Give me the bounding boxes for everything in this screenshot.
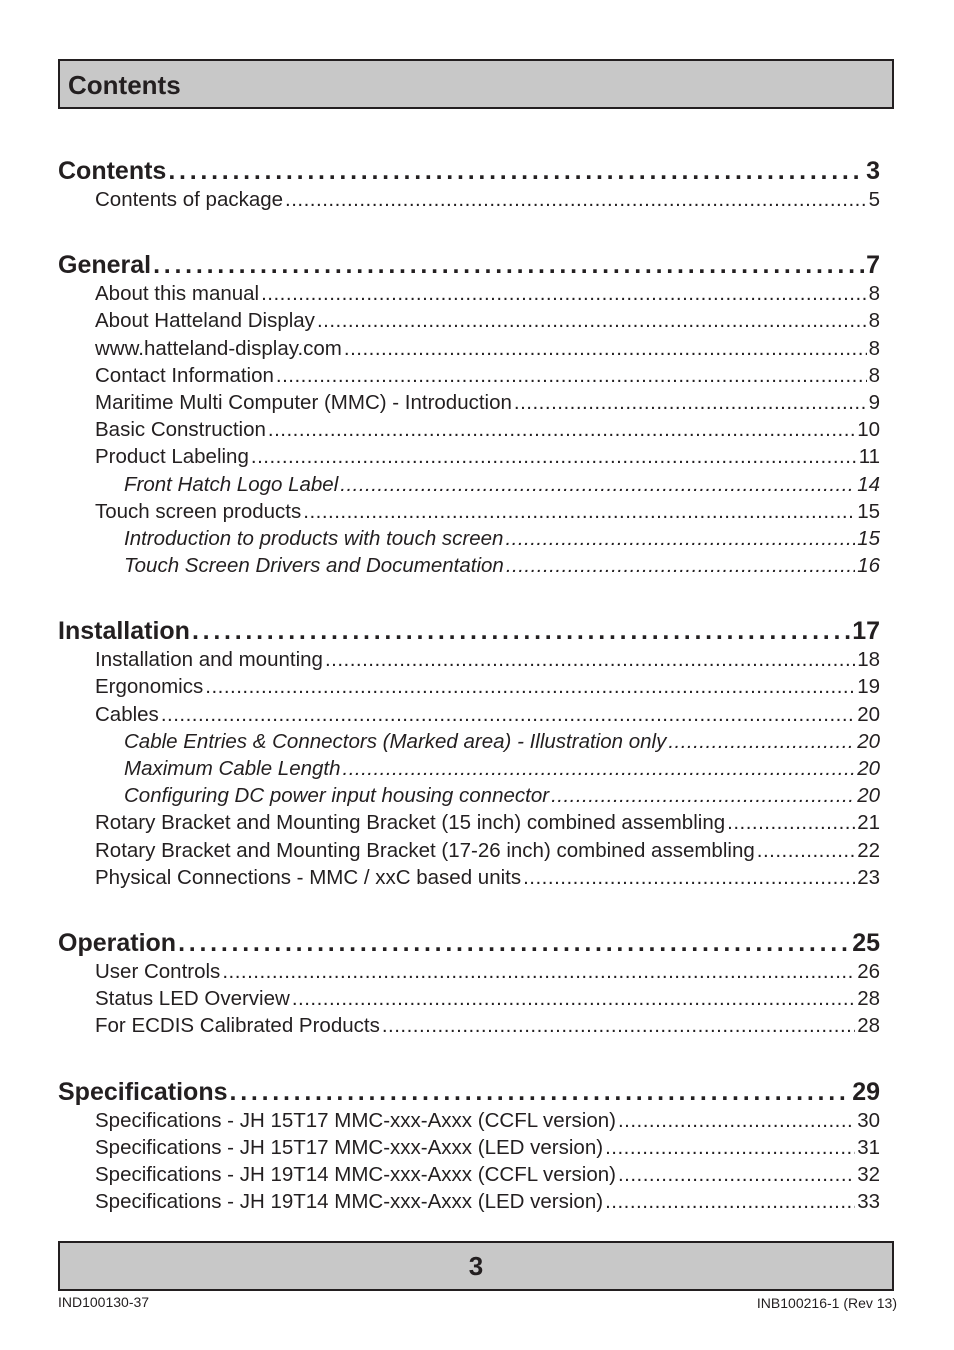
dot-leader bbox=[276, 362, 867, 389]
toc-page-number: 26 bbox=[857, 959, 880, 983]
toc-entry-label: Ergonomics bbox=[95, 675, 204, 699]
toc-section-entry[interactable] bbox=[58, 1107, 880, 1134]
toc-section bbox=[58, 156, 880, 213]
dot-leader bbox=[340, 471, 855, 498]
toc-entry-label: About this manual bbox=[95, 282, 260, 306]
toc-page-number: 9 bbox=[868, 390, 880, 414]
toc-section bbox=[58, 1077, 880, 1216]
toc-page-number: 15 bbox=[857, 499, 880, 523]
toc-chapter-heading[interactable] bbox=[58, 616, 880, 646]
toc-section-entry[interactable] bbox=[58, 809, 880, 836]
toc-page-number: 30 bbox=[857, 1108, 880, 1132]
toc-page-number: 20 bbox=[857, 702, 880, 726]
dot-leader bbox=[505, 525, 855, 552]
toc-section-entry[interactable] bbox=[58, 1012, 880, 1039]
toc-entry-label: Specifications - JH 19T14 MMC-xxx-Axxx (LED version) bbox=[95, 1190, 604, 1214]
document-code-right: INB100216-1 (Rev 13) bbox=[756, 1295, 897, 1311]
toc-entry-label: Introduction to products with touch screen bbox=[124, 526, 504, 550]
toc-entry-label: Specifications - JH 19T14 MMC-xxx-Axxx (CCFL version) bbox=[95, 1162, 616, 1186]
toc-page-number: 17 bbox=[852, 617, 880, 646]
toc-page-number: 31 bbox=[857, 1135, 880, 1159]
toc-entry-label: Specifications bbox=[58, 1077, 228, 1106]
dot-leader bbox=[222, 958, 855, 985]
toc-section-entry[interactable] bbox=[58, 416, 880, 443]
toc-entry-label: Cable Entries & Connectors (Marked area) - Illustration only bbox=[124, 729, 667, 753]
toc-section-entry[interactable] bbox=[58, 186, 880, 213]
section-header-bar bbox=[58, 59, 894, 109]
toc-entry-label: Configuring DC power input housing connector bbox=[124, 784, 550, 808]
toc-section-entry[interactable] bbox=[58, 335, 880, 362]
toc-page-number: 20 bbox=[857, 729, 880, 753]
toc-page-number: 22 bbox=[857, 838, 880, 862]
dot-leader bbox=[551, 782, 855, 809]
toc-entry-label: Installation bbox=[58, 617, 190, 646]
dot-leader bbox=[618, 1107, 855, 1134]
toc-section-entry[interactable] bbox=[58, 443, 880, 470]
document-code-left: IND100130-37 bbox=[58, 1294, 150, 1310]
toc-chapter-heading[interactable] bbox=[58, 156, 880, 186]
toc-page-number: 25 bbox=[852, 928, 880, 957]
dot-leader bbox=[153, 250, 864, 280]
toc-entry-label: Touch screen products bbox=[95, 499, 302, 523]
toc-section bbox=[58, 616, 880, 891]
toc-entry-label: Product Labeling bbox=[95, 445, 249, 469]
toc-page-number: 8 bbox=[868, 282, 880, 306]
toc-section-entry[interactable] bbox=[58, 985, 880, 1012]
toc-entry-label: Cables bbox=[95, 702, 159, 726]
toc-section-entry[interactable] bbox=[58, 958, 880, 985]
toc-page-number: 23 bbox=[857, 865, 880, 889]
toc-chapter-heading[interactable] bbox=[58, 1077, 880, 1107]
table-of-contents bbox=[58, 150, 880, 1252]
dot-leader bbox=[325, 646, 855, 673]
dot-leader bbox=[268, 416, 855, 443]
toc-page-number: 15 bbox=[857, 526, 880, 550]
toc-page-number: 28 bbox=[857, 987, 880, 1011]
dot-leader bbox=[261, 280, 866, 307]
toc-section-entry[interactable] bbox=[58, 280, 880, 307]
dot-leader bbox=[523, 864, 855, 891]
toc-page-number: 7 bbox=[866, 251, 880, 280]
toc-entry-label: Front Hatch Logo Label bbox=[124, 472, 339, 496]
toc-page-number: 8 bbox=[868, 336, 880, 360]
dot-leader bbox=[230, 1077, 851, 1107]
dot-leader bbox=[605, 1134, 855, 1161]
toc-page-number: 21 bbox=[857, 811, 880, 835]
toc-section-entry[interactable] bbox=[58, 362, 880, 389]
dot-leader bbox=[514, 389, 867, 416]
toc-entry-label: Contents bbox=[58, 157, 167, 185]
toc-page-number: 14 bbox=[857, 472, 880, 496]
toc-section-entry[interactable] bbox=[58, 1188, 880, 1215]
toc-section-entry[interactable] bbox=[58, 837, 880, 864]
toc-page-number: 5 bbox=[868, 188, 880, 211]
toc-entry-label: General bbox=[58, 251, 152, 280]
dot-leader bbox=[506, 552, 855, 579]
toc-entry-label: Installation and mounting bbox=[95, 648, 323, 672]
toc-section-entry[interactable] bbox=[58, 1134, 880, 1161]
dot-leader bbox=[303, 498, 855, 525]
page-title: Contents bbox=[68, 70, 181, 100]
toc-section bbox=[58, 928, 880, 1040]
dot-leader bbox=[161, 701, 855, 728]
toc-section-entry[interactable] bbox=[58, 389, 880, 416]
dot-leader bbox=[178, 928, 850, 958]
toc-entry-label: About Hatteland Display bbox=[95, 309, 315, 333]
dot-leader bbox=[292, 985, 855, 1012]
toc-entry-label: For ECDIS Calibrated Products bbox=[95, 1014, 380, 1038]
toc-page-number: 3 bbox=[866, 157, 880, 185]
toc-section-entry[interactable] bbox=[58, 701, 880, 728]
dot-leader bbox=[285, 186, 867, 213]
toc-entry-label: Contents of package bbox=[95, 188, 284, 211]
toc-entry-label: Status LED Overview bbox=[95, 987, 290, 1011]
toc-subsection-entry[interactable] bbox=[58, 755, 880, 782]
toc-page-number: 11 bbox=[858, 445, 880, 469]
toc-subsection-entry[interactable] bbox=[58, 525, 880, 552]
toc-section-entry[interactable] bbox=[58, 864, 880, 891]
dot-leader bbox=[205, 673, 855, 700]
toc-entry-label: Rotary Bracket and Mounting Bracket (15 inch) combined assembling bbox=[95, 811, 726, 835]
toc-entry-label: Specifications - JH 15T17 MMC-xxx-Axxx (CCFL version) bbox=[95, 1108, 616, 1132]
toc-entry-label: Contact Information bbox=[95, 363, 274, 387]
toc-page-number: 29 bbox=[852, 1077, 880, 1106]
toc-entry-label: Physical Connections - MMC / xxC based units bbox=[95, 865, 522, 889]
toc-section-entry[interactable] bbox=[58, 307, 880, 334]
toc-subsection-entry[interactable] bbox=[58, 471, 880, 498]
dot-leader bbox=[618, 1161, 855, 1188]
toc-page-number: 32 bbox=[857, 1162, 880, 1186]
toc-section bbox=[58, 250, 880, 579]
toc-entry-label: Touch Screen Drivers and Documentation bbox=[124, 554, 504, 578]
dot-leader bbox=[344, 335, 867, 362]
toc-entry-label: Basic Construction bbox=[95, 418, 266, 442]
toc-page-number: 20 bbox=[857, 757, 880, 780]
toc-subsection-entry[interactable] bbox=[58, 552, 880, 579]
page-number: 3 bbox=[468, 1251, 484, 1281]
toc-section-entry[interactable] bbox=[58, 1161, 880, 1188]
dot-leader bbox=[757, 837, 855, 864]
dot-leader bbox=[317, 307, 867, 334]
dot-leader bbox=[251, 443, 857, 470]
toc-entry-label: Maritime Multi Computer (MMC) - Introduction bbox=[95, 390, 512, 414]
toc-entry-label: Maximum Cable Length bbox=[124, 757, 341, 780]
toc-entry-label: User Controls bbox=[95, 959, 221, 983]
toc-section-entry[interactable] bbox=[58, 673, 880, 700]
dot-leader bbox=[668, 728, 855, 755]
toc-chapter-heading[interactable] bbox=[58, 250, 880, 280]
toc-page-number: 8 bbox=[868, 309, 880, 333]
toc-chapter-heading[interactable] bbox=[58, 928, 880, 958]
toc-entry-label: Rotary Bracket and Mounting Bracket (17-26 inch) combined assembling bbox=[95, 838, 755, 862]
toc-page-number: 10 bbox=[857, 418, 880, 442]
dot-leader bbox=[343, 755, 856, 782]
toc-page-number: 28 bbox=[857, 1014, 880, 1038]
toc-page-number: 33 bbox=[857, 1190, 880, 1214]
toc-entry-label: www.hatteland-display.com bbox=[95, 336, 342, 360]
toc-page-number: 16 bbox=[857, 554, 880, 578]
dot-leader bbox=[192, 616, 850, 646]
toc-section-entry[interactable] bbox=[58, 498, 880, 525]
toc-page-number: 19 bbox=[857, 675, 880, 699]
dot-leader bbox=[605, 1188, 855, 1215]
footer-bar bbox=[58, 1241, 894, 1291]
toc-subsection-entry[interactable] bbox=[58, 728, 880, 755]
toc-page-number: 20 bbox=[857, 784, 880, 808]
toc-page-number: 8 bbox=[868, 363, 880, 387]
dot-leader bbox=[382, 1012, 855, 1039]
dot-leader bbox=[168, 156, 864, 186]
toc-subsection-entry[interactable] bbox=[58, 782, 880, 809]
toc-section-entry[interactable] bbox=[58, 646, 880, 673]
toc-page-number: 18 bbox=[857, 648, 880, 672]
toc-entry-label: Specifications - JH 15T17 MMC-xxx-Axxx (LED version) bbox=[95, 1135, 604, 1159]
toc-entry-label: Operation bbox=[58, 928, 177, 957]
dot-leader bbox=[727, 809, 855, 836]
